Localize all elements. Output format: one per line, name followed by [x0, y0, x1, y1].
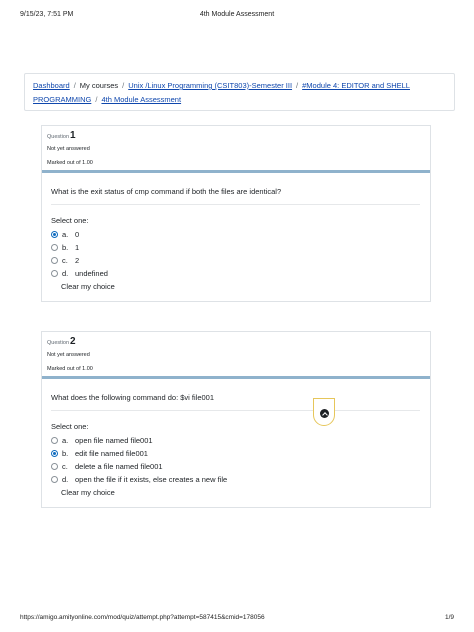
option-text: delete a file named file001 — [75, 462, 163, 471]
answer-option-1[interactable] — [51, 228, 420, 241]
radio-button[interactable] — [51, 437, 58, 444]
radio-button[interactable] — [51, 244, 58, 251]
answer-options — [51, 434, 420, 486]
question-content — [42, 379, 430, 498]
option-text: edit file named file001 — [75, 449, 148, 458]
option-text: 1 — [75, 243, 80, 252]
question-number — [47, 130, 425, 143]
question-number-value: 2 — [70, 336, 76, 347]
answer-option-4[interactable] — [51, 473, 420, 486]
option-letter: b. — [62, 243, 69, 252]
print-page-number: 1/9 — [444, 614, 454, 621]
question-info — [42, 332, 430, 376]
print-date: 9/15/23, 7:51 PM — [20, 11, 74, 18]
chevron-up-icon — [320, 409, 329, 418]
question-info — [42, 126, 430, 170]
question-number-value: 1 — [70, 130, 76, 141]
question-text: What is the exit status of cmp command if both the files are identical? — [51, 185, 420, 205]
answer-option-4[interactable] — [51, 267, 420, 280]
clear-my-choice-link[interactable]: Clear my choice — [61, 488, 115, 497]
radio-button[interactable] — [51, 231, 58, 238]
radio-button[interactable] — [51, 463, 58, 470]
breadcrumb-separator: / — [95, 95, 98, 104]
question-grade: Marked out of 1.00 — [47, 366, 93, 372]
option-letter: c. — [62, 462, 68, 471]
option-letter: c. — [62, 256, 68, 265]
select-one-label: Select one: — [51, 422, 89, 431]
answer-option-2[interactable] — [51, 241, 420, 254]
question-content — [42, 173, 430, 292]
question-label: Question — [47, 340, 70, 346]
breadcrumb-item-5[interactable]: 4th Module Assessment — [101, 95, 182, 104]
option-letter: a. — [62, 436, 69, 445]
question-label: Question — [47, 134, 70, 140]
print-url: https://amigo.amityonline.com/mod/quiz/attempt.php?attempt=587415&cmid=178056 — [20, 614, 265, 621]
option-letter: b. — [62, 449, 69, 458]
breadcrumb-item-4[interactable]: #Module 4: EDITOR and SHELL PROGRAMMING — [33, 81, 410, 104]
breadcrumb-item-3[interactable]: Unix /Linux Programming (CSIT803)-Semester III — [128, 81, 293, 90]
breadcrumb-item-2: My courses — [79, 81, 119, 90]
option-letter: d. — [62, 475, 69, 484]
option-letter: d. — [62, 269, 69, 278]
radio-button[interactable] — [51, 257, 58, 264]
question-number — [47, 336, 425, 349]
answer-option-3[interactable] — [51, 460, 420, 473]
option-text: 0 — [75, 230, 80, 239]
answer-option-3[interactable] — [51, 254, 420, 267]
radio-button[interactable] — [51, 270, 58, 277]
question-state: Not yet answered — [47, 146, 90, 152]
back-to-top-button[interactable] — [313, 398, 335, 426]
print-header — [20, 11, 454, 21]
breadcrumb-separator: / — [296, 81, 299, 90]
question-grade: Marked out of 1.00 — [47, 160, 93, 166]
answer-option-2[interactable] — [51, 447, 420, 460]
print-title: 4th Module Assessment — [199, 11, 275, 18]
question-2 — [41, 331, 431, 508]
option-text: 2 — [75, 256, 80, 265]
question-state: Not yet answered — [47, 352, 90, 358]
question-1 — [41, 125, 431, 302]
answer-option-1[interactable] — [51, 434, 420, 447]
print-footer — [20, 614, 454, 624]
option-text: open file named file001 — [75, 436, 153, 445]
breadcrumb — [24, 73, 455, 111]
option-text: open the file if it exists, else creates a new file — [75, 475, 228, 484]
breadcrumb-item-1[interactable]: Dashboard — [33, 81, 70, 90]
answer-options — [51, 228, 420, 280]
radio-button[interactable] — [51, 476, 58, 483]
question-text: What does the following command do: $vi file001 — [51, 391, 420, 411]
radio-button[interactable] — [51, 450, 58, 457]
breadcrumb-separator: / — [122, 81, 125, 90]
select-one-label: Select one: — [51, 216, 89, 225]
breadcrumb-separator: / — [73, 81, 76, 90]
option-letter: a. — [62, 230, 69, 239]
option-text: undefined — [75, 269, 108, 278]
clear-my-choice-link[interactable]: Clear my choice — [61, 282, 115, 291]
